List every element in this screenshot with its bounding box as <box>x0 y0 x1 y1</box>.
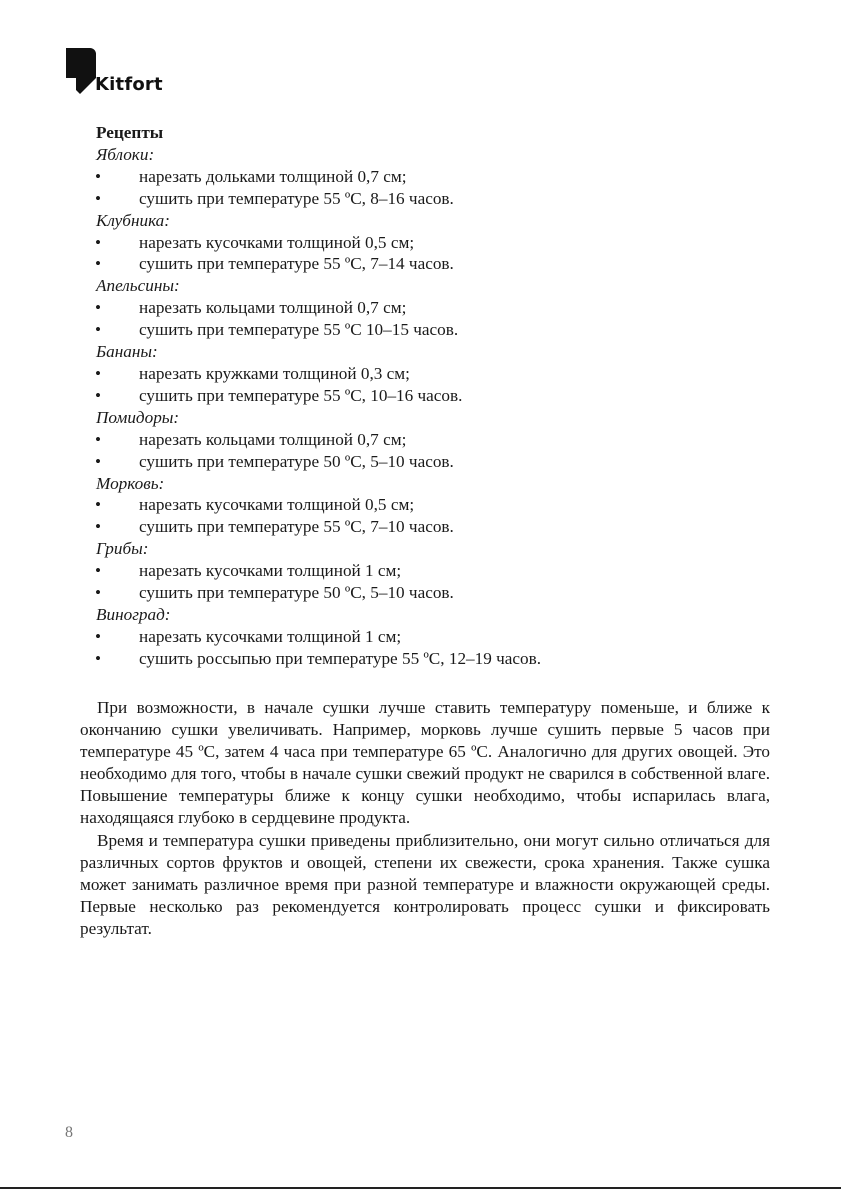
recipe-name: Морковь: <box>96 473 165 493</box>
recipe-step <box>96 429 776 451</box>
bullet-icon: • <box>95 561 102 581</box>
recipe-step <box>96 232 776 254</box>
recipe-name: Помидоры: <box>96 407 180 427</box>
recipe-step <box>96 319 776 341</box>
bullet-icon: • <box>95 495 102 515</box>
recipe-step-text: нарезать кусочками толщиной 0,5 см; <box>139 495 415 515</box>
bullet-icon: • <box>95 363 102 383</box>
bullet-icon: • <box>95 385 102 405</box>
recipe-step-text: сушить при температуре 55 ºС, 8–16 часов. <box>139 188 454 208</box>
brand-logo <box>66 48 176 100</box>
recipe-list <box>96 144 776 670</box>
recipe-step <box>96 451 776 473</box>
bullet-icon: • <box>95 648 102 668</box>
bullet-icon: • <box>95 298 102 318</box>
recipe-step <box>96 648 776 670</box>
brand-name: Kitfort <box>95 74 163 95</box>
recipe-step <box>96 188 776 210</box>
bullet-icon: • <box>95 188 102 208</box>
recipe-step-text: нарезать кольцами толщиной 0,7 см; <box>139 298 407 318</box>
recipe-step <box>96 626 776 648</box>
recipe-step <box>96 494 776 516</box>
recipe-name: Апельсины: <box>96 276 180 296</box>
recipe-step-text: сушить при температуре 50 ºС, 5–10 часов. <box>139 451 454 471</box>
bullet-icon: • <box>95 583 102 603</box>
notes-section <box>80 697 770 940</box>
recipe-name: Яблоки: <box>96 144 155 164</box>
recipe-step-text: нарезать кусочками толщиной 1 см; <box>139 561 402 581</box>
bullet-icon: • <box>95 517 102 537</box>
bullet-icon: • <box>95 166 102 186</box>
recipe-step-text: сушить россыпью при температуре 55 ºС, 12–19 часов. <box>139 648 542 668</box>
recipe-step-text: сушить при температуре 50 ºС, 5–10 часов. <box>139 583 454 603</box>
bullet-icon: • <box>95 232 102 252</box>
section-title: Рецепты <box>96 123 164 142</box>
recipe-name: Бананы: <box>96 342 158 362</box>
note-paragraph: При возможности, в начале сушки лучше ставить температуру поменьше, и ближе к окончанию сушки увеличивать. Например, морковь лучше сушить первые 5 часов при температуре 45 ºС, затем 4 часа при температуре 65 ºС. Аналогично для других овощей. Это необходимо для того, чтобы в начале сушки свежий продукт не сварился в собственной влаге. Повышение температуры ближе к концу сушки необходимо, чтобы испарилась влага, находящаяся глубоко в сердцевине продукта. <box>80 698 770 828</box>
page-number: 8 <box>65 1124 73 1141</box>
recipe-step-text: сушить при температуре 55 ºС, 7–10 часов. <box>139 517 454 537</box>
recipe-step <box>96 560 776 582</box>
recipe-name: Грибы: <box>96 539 149 559</box>
bullet-icon: • <box>95 451 102 471</box>
footer-divider <box>0 1187 841 1189</box>
recipe-step-text: сушить при температуре 55 ºС, 7–14 часов. <box>139 254 454 274</box>
recipe-step <box>96 516 776 538</box>
recipe-step <box>96 166 776 188</box>
bullet-icon: • <box>95 254 102 274</box>
recipe-step-text: нарезать дольками толщиной 0,7 см; <box>139 166 407 186</box>
bullet-icon: • <box>95 626 102 646</box>
recipe-step-text: нарезать кольцами толщиной 0,7 см; <box>139 429 407 449</box>
recipe-step <box>96 363 776 385</box>
recipe-step-text: нарезать кружками толщиной 0,3 см; <box>139 363 410 383</box>
recipes-section <box>96 122 776 670</box>
recipe-step-text: нарезать кусочками толщиной 0,5 см; <box>139 232 415 252</box>
recipe-step-text: сушить при температуре 55 ºС, 10–16 часов. <box>139 385 463 405</box>
recipe-step <box>96 253 776 275</box>
recipe-step-text: нарезать кусочками толщиной 1 см; <box>139 626 402 646</box>
note-paragraph: Время и температура сушки приведены приблизительно, они могут сильно отличаться для различных сортов фруктов и овощей, степени их свежести, срока хранения. Также сушка может занимать различное время при разной температуре и влажности окружающей среды. Первые несколько раз рекомендуется контролировать процесс сушки и фиксировать результат. <box>80 830 770 938</box>
recipe-step <box>96 582 776 604</box>
recipe-step <box>96 385 776 407</box>
recipe-name: Клубника: <box>96 210 171 230</box>
recipe-step <box>96 297 776 319</box>
kitfort-logo-icon <box>66 48 96 96</box>
recipe-step-text: сушить при температуре 55 ºС 10–15 часов. <box>139 320 459 340</box>
bullet-icon: • <box>95 320 102 340</box>
recipe-name: Виноград: <box>96 604 171 624</box>
bullet-icon: • <box>95 429 102 449</box>
